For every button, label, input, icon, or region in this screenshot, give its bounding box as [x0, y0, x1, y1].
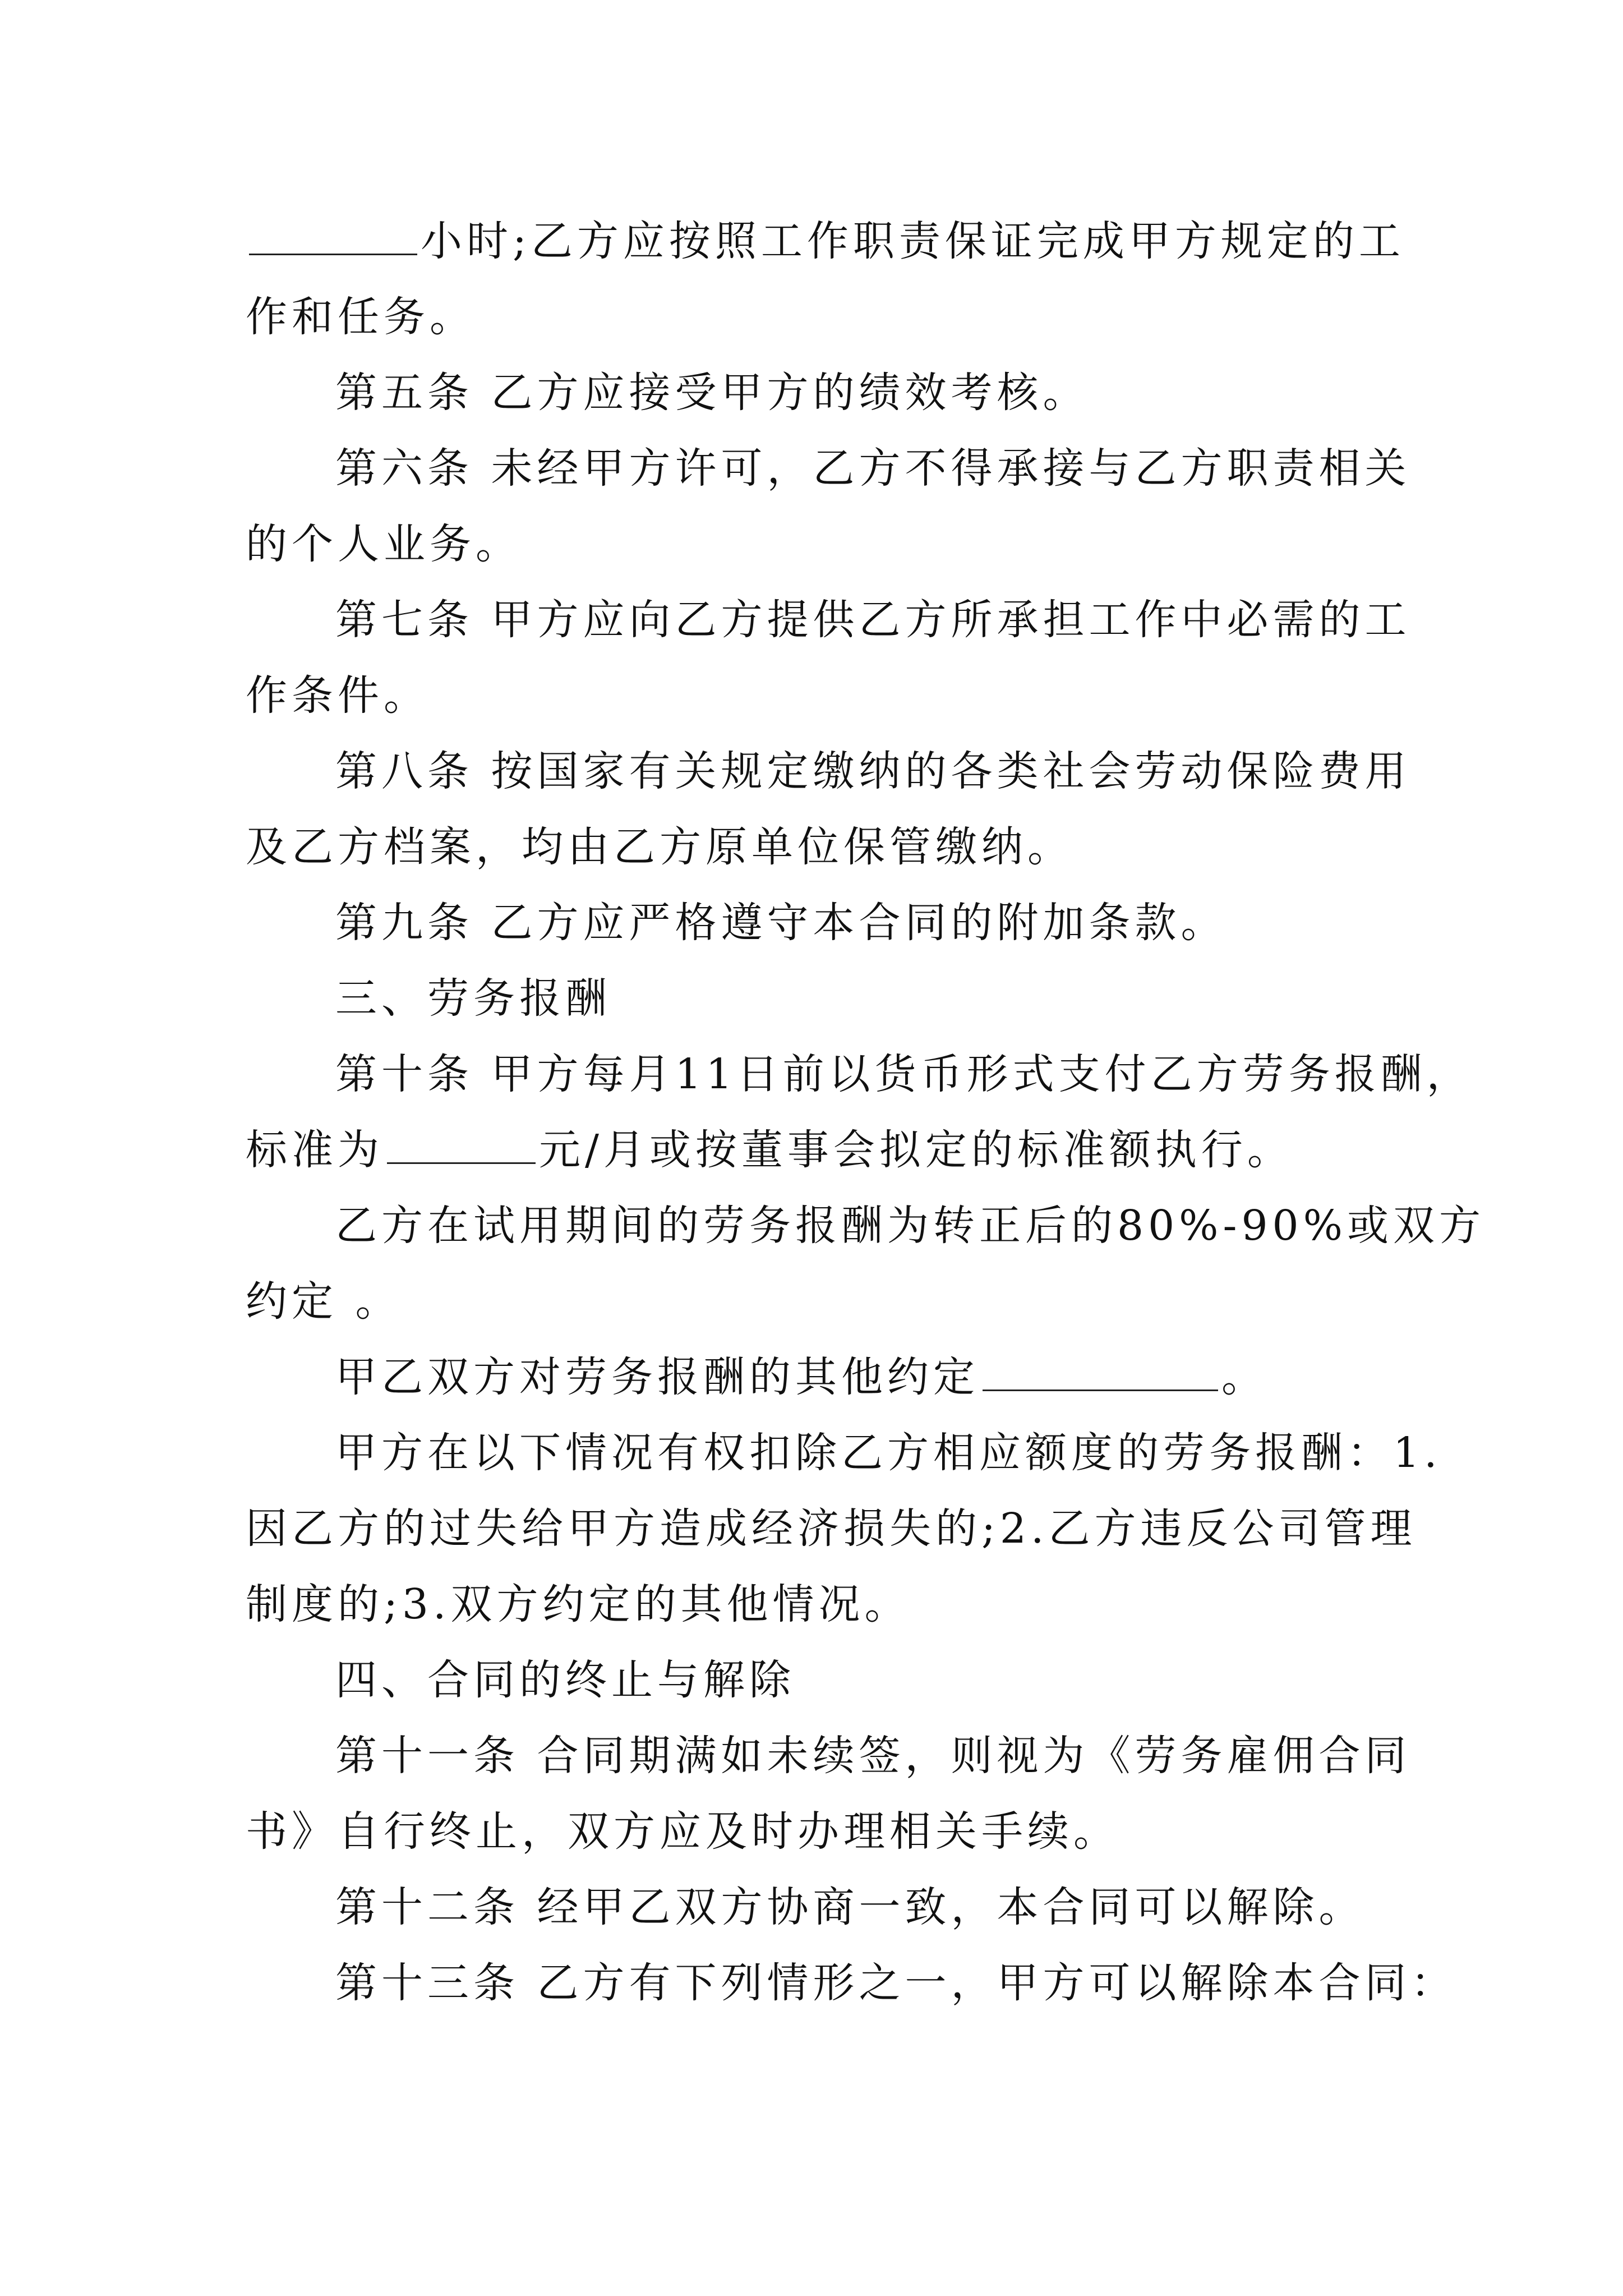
article-7: 第七条 甲方应向乙方提供乙方所承担工作中必需的工 — [335, 596, 1411, 644]
text-line-2: 作和任务。 — [246, 293, 476, 341]
article-7-continued: 作条件。 — [246, 671, 430, 720]
line-16-post: 。 — [1221, 1353, 1267, 1401]
article-9: 第九条 乙方应严格遵守本合同的附加条款。 — [335, 899, 1227, 947]
article-8-continued: 及乙方档案，均由乙方原单位保管缴纳。 — [246, 823, 1073, 871]
article-12: 第十二条 经甲乙双方协商一致，本合同可以解除。 — [335, 1883, 1365, 1931]
deduction-continued-2: 制度的;3.双方约定的其他情况。 — [246, 1580, 911, 1628]
line-16-pre: 甲乙双方对劳务报酬的其他约定 — [335, 1353, 979, 1401]
line-1-text: 小时;乙方应按照工作职责保证完成甲方规定的工 — [421, 217, 1405, 265]
section-heading-remuneration: 三、劳务报酬 — [335, 974, 611, 1023]
other-agreement-line — [0, 1338, 1267, 1416]
article-6-continued: 的个人业务。 — [246, 520, 522, 568]
line-13-pre: 标准为 — [246, 1126, 384, 1174]
blank-field-other-agreement — [983, 1356, 1218, 1391]
blank-field-hours — [249, 220, 417, 255]
article-5: 第五条 乙方应接受甲方的绩效考核。 — [335, 369, 1089, 417]
article-6: 第六条 未经甲方许可，乙方不得承接与乙方职责相关 — [335, 444, 1411, 493]
deduction-continued-1: 因乙方的过失给甲方造成经济损失的;2.乙方违反公司管理 — [246, 1504, 1417, 1553]
article-13: 第十三条 乙方有下列情形之一，甲方可以解除本合同： — [335, 1959, 1457, 2007]
section-heading-termination: 四、合同的终止与解除 — [335, 1656, 795, 1704]
article-11-continued: 书》自行终止，双方应及时办理相关手续。 — [246, 1807, 1119, 1856]
article-11: 第十一条 合同期满如未续签，则视为《劳务雇佣合同 — [335, 1732, 1411, 1780]
text-line-1 — [0, 202, 1405, 280]
article-8: 第八条 按国家有关规定缴纳的各类社会劳动保险费用 — [335, 747, 1411, 795]
probation-pay-continued: 约定 。 — [246, 1277, 402, 1326]
probation-pay-line: 乙方在试用期间的劳务报酬为转正后的80%-90%或双方 — [335, 1202, 1485, 1250]
deduction-line: 甲方在以下情况有权扣除乙方相应额度的劳务报酬：1. — [335, 1429, 1442, 1477]
article-10: 第十条 甲方每月11日前以货币形式支付乙方劳务报酬， — [335, 1050, 1473, 1098]
line-13-post: 元/月或按董事会拟定的标准额执行。 — [539, 1126, 1293, 1174]
article-10-continued — [0, 1111, 1293, 1189]
blank-field-salary — [387, 1129, 536, 1164]
